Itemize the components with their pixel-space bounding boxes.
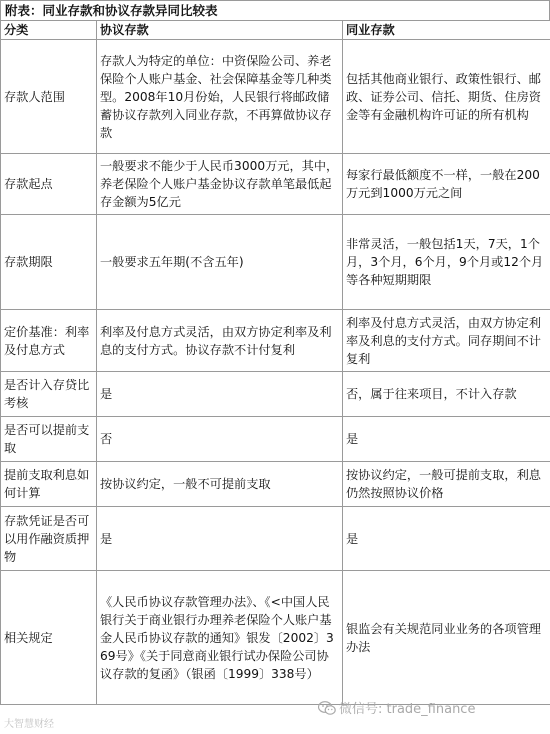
row-category: 存款期限 <box>1 215 97 310</box>
row-interbank-cell: 非常灵活，一般包括1天，7天，1个月，3个月，6个月，9个月或12个月等各种短期期限 <box>343 215 550 310</box>
header-agreement-deposit: 协议存款 <box>97 21 343 40</box>
row-agreement-cell: 一般要求五年期(不含五年) <box>97 215 343 310</box>
header-interbank-deposit: 同业存款 <box>343 21 550 40</box>
table-row <box>1 215 550 310</box>
row-agreement-cell: 存款人为特定的单位：中资保险公司、养老保险个人账户基金、社会保障基金等几种类型。2008年10月份始，人民银行将邮政储蓄协议存款列入同业存款，不再算做协议存款 <box>97 40 343 154</box>
row-category: 定价基准：利率及付息方式 <box>1 310 97 372</box>
row-interbank-cell: 是 <box>343 417 550 462</box>
table-row <box>1 462 550 507</box>
table-row <box>1 310 550 372</box>
row-interbank-cell: 包括其他商业银行、政策性银行、邮政、证券公司、信托、期货、住房资金等有金融机构许可证的所有机构 <box>343 40 550 154</box>
row-agreement-cell: 是 <box>97 507 343 571</box>
table-row <box>1 154 550 215</box>
watermark-right <box>318 698 475 717</box>
row-category: 存款起点 <box>1 154 97 215</box>
table-row <box>1 571 550 705</box>
row-category: 是否可以提前支取 <box>1 417 97 462</box>
table-row <box>1 40 550 154</box>
row-agreement-cell: 是 <box>97 372 343 417</box>
row-category: 相关规定 <box>1 571 97 705</box>
row-interbank-cell: 利率及付息方式灵活，由双方协定利率及利息的支付方式。同存期间不计复利 <box>343 310 550 372</box>
row-agreement-cell: 《人民币协议存款管理办法》、《<中国人民银行关于商业银行办理养老保险个人账户基金人民币协议存款的通知》银发〔2002〕369号》《关于同意商业银行试办保险公司协议存款的复函》（银函〔1999〕338号） <box>97 571 343 705</box>
watermark-right-text: 微信号: trade_finance <box>339 702 476 717</box>
row-interbank-cell: 每家行最低额度不一样，一般在200万元到1000万元之间 <box>343 154 550 215</box>
row-interbank-cell: 是 <box>343 507 550 571</box>
comparison-table <box>0 20 550 705</box>
row-interbank-cell: 银监会有关规范同业业务的各项管理办法 <box>343 571 550 705</box>
row-interbank-cell: 否，属于往来项目，不计入存款 <box>343 372 550 417</box>
row-agreement-cell: 一般要求不能少于人民币3000万元，其中，养老保险个人账户基金协议存款单笔最低起存金额为5亿元 <box>97 154 343 215</box>
row-category: 提前支取利息如何计算 <box>1 462 97 507</box>
row-agreement-cell: 按协议约定，一般不可提前支取 <box>97 462 343 507</box>
row-interbank-cell: 按协议约定，一般可提前支取，利息仍然按照协议价格 <box>343 462 550 507</box>
header-category: 分类 <box>1 21 97 40</box>
row-category: 存款人范围 <box>1 40 97 154</box>
row-agreement-cell: 利率及付息方式灵活，由双方协定利率及利息的支付方式。协议存款不计付复利 <box>97 310 343 372</box>
row-agreement-cell: 否 <box>97 417 343 462</box>
header-row <box>1 21 550 40</box>
wechat-icon <box>318 701 336 715</box>
row-category: 存款凭证是否可以用作融资质押物 <box>1 507 97 571</box>
table-row <box>1 372 550 417</box>
watermark-left: 大智慧财经 <box>4 719 54 730</box>
row-category: 是否计入存贷比考核 <box>1 372 97 417</box>
table-title: 附表：同业存款和协议存款异同比较表 <box>0 0 550 20</box>
table-row <box>1 507 550 571</box>
table-row <box>1 417 550 462</box>
